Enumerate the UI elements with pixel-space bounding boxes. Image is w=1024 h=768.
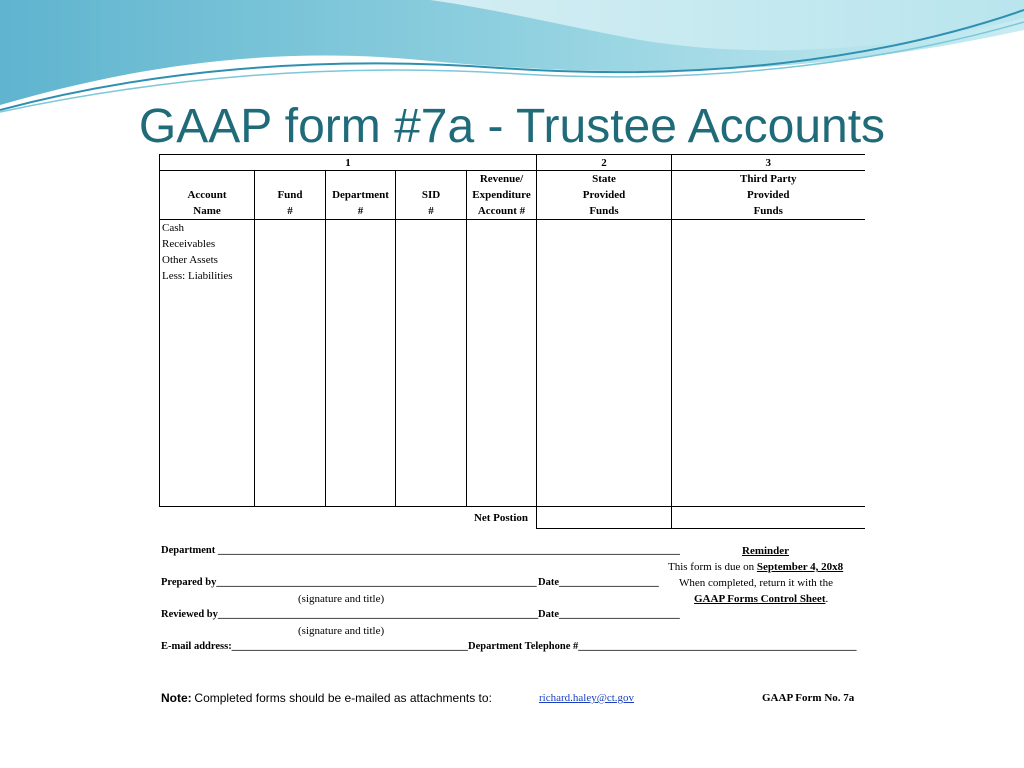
col-sid-l2: SID (421, 189, 441, 201)
note-text: Completed forms should be e-mailed as attachments to: (194, 691, 492, 705)
control-sheet-line: GAAP Forms Control Sheet. (694, 593, 829, 605)
department-line[interactable]: Department ________________________________________________________________________________________ (161, 545, 680, 556)
col-fund-l2: Fund (277, 189, 303, 201)
due-date: September 4, 20x8 (756, 561, 844, 573)
signature-title-2: (signature and title) (298, 625, 385, 637)
due-text: This form is due on (668, 561, 755, 573)
col-revexp-l3: Account # (477, 205, 526, 217)
group-number-1: 1 (160, 155, 537, 171)
row-label-cash: Cash (162, 222, 184, 234)
sid-input-cell[interactable] (396, 220, 467, 507)
form-number: GAAP Form No. 7a (762, 692, 855, 704)
group-number-2: 2 (537, 155, 672, 171)
signature-title-1: (signature and title) (298, 593, 385, 605)
gaap-form (159, 154, 864, 529)
col-revexp-l1: Revenue/ (479, 173, 524, 185)
state-funds-input-cell[interactable] (537, 220, 672, 507)
department-telephone-line[interactable]: Department Telephone #_____________________________________________________ (468, 641, 857, 652)
note-label: Note: (161, 691, 192, 705)
control-sheet-link: GAAP Forms Control Sheet (694, 593, 826, 605)
date-line-1[interactable]: Date___________________ (538, 577, 659, 588)
col-fund-l3: # (287, 205, 293, 217)
col-state-l1: State (592, 173, 616, 185)
reminder-title: Reminder (742, 545, 790, 557)
col-third-l3: Funds (753, 205, 783, 217)
net-position-label: Net Postion (473, 511, 529, 524)
row-label-other-assets: Other Assets (162, 254, 218, 266)
reviewed-by-line[interactable]: Reviewed by_____________________________________________________________ (161, 609, 539, 620)
third-party-funds-input-cell[interactable] (672, 220, 865, 507)
col-revexp-l2: Expenditure (472, 189, 531, 201)
slide-title: GAAP form #7a - Trustee Accounts (138, 100, 886, 153)
email-link[interactable]: richard.haley@ct.gov (539, 692, 635, 704)
col-third-l1: Third Party (740, 173, 797, 185)
col-third-l2: Provided (746, 189, 790, 201)
row-label-receivables: Receivables (162, 238, 216, 250)
prepared-by-line[interactable]: Prepared by_____________________________________________________________ (161, 577, 537, 588)
due-line (668, 561, 843, 573)
group-number-3: 3 (672, 155, 865, 171)
col-account-l1 (160, 171, 254, 187)
col-dept-l3: # (357, 205, 364, 217)
form-table (159, 154, 865, 529)
note-line (161, 691, 492, 705)
col-dept-l1 (326, 171, 395, 187)
fund-input-cell[interactable] (255, 220, 326, 507)
col-account-l3: Name (193, 205, 221, 217)
col-dept-l2: Department (332, 189, 389, 201)
col-account-l2: Account (187, 189, 227, 201)
net-position-state-cell[interactable] (537, 507, 672, 529)
date-line-2[interactable]: Date_______________________ (538, 609, 680, 620)
col-state-l3: Funds (589, 205, 619, 217)
column-header-row (160, 171, 865, 220)
email-address-line[interactable]: E-mail address:_____________________________________________ (161, 641, 468, 652)
net-position-third-party-cell[interactable] (672, 507, 865, 529)
return-text: When completed, return it with the (679, 577, 833, 589)
row-labels-cell (160, 220, 255, 507)
department-input-cell[interactable] (326, 220, 396, 507)
row-label-liabilities: Less: Liabilities (162, 270, 233, 282)
revexp-input-cell[interactable] (467, 220, 537, 507)
col-fund-l1 (255, 171, 325, 187)
col-sid-l3: # (428, 205, 434, 217)
col-sid-l1 (396, 171, 466, 187)
col-state-l2: Provided (582, 189, 626, 201)
